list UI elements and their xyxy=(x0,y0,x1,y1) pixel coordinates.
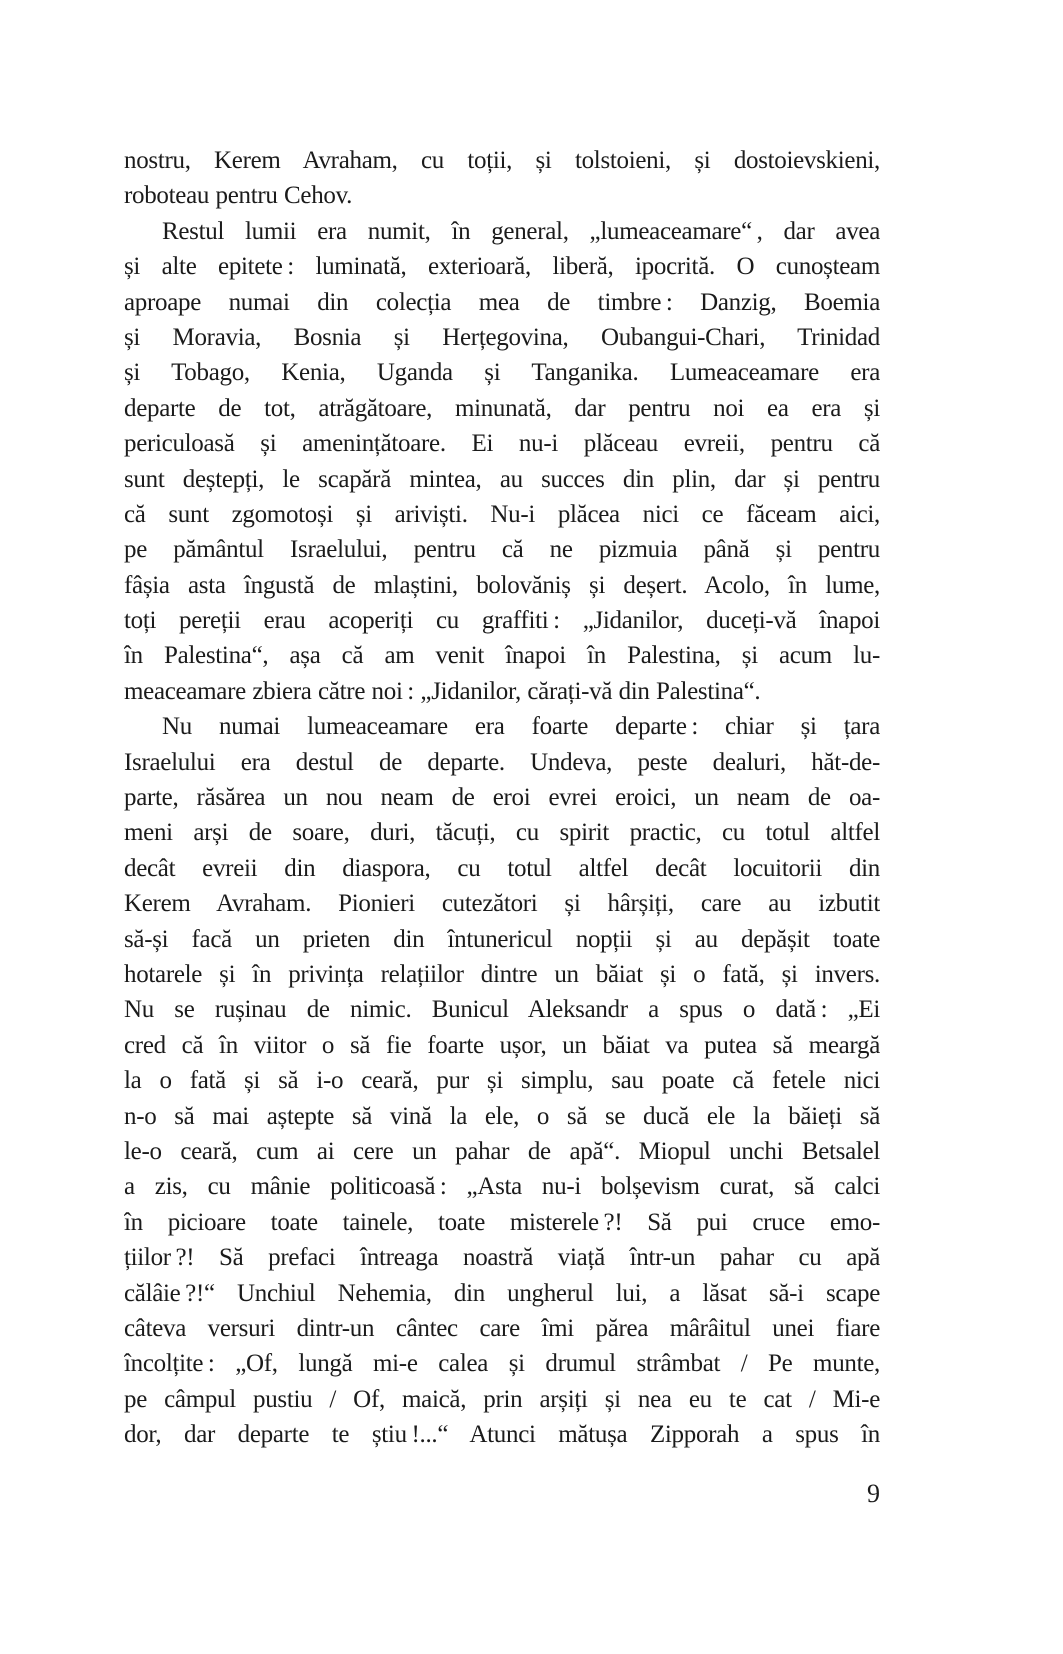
text-line: pe pământul Israelului, pentru că ne pizmuia până și pentru xyxy=(124,536,880,564)
page-number: 9 xyxy=(867,1479,880,1508)
text-line: le-o ceară, cum ai cere un pahar de apă“. Miopul unchi Betsalel xyxy=(124,1137,880,1165)
text-line: Nu numai lumeaceamare era foarte departe : chiar și țara xyxy=(162,713,880,741)
text-line: roboteau pentru Cehov. xyxy=(124,182,353,210)
text-line: în Palestina“, așa că am venit înapoi în Palestina, și acum lu- xyxy=(124,642,880,670)
text-line: periculoasă și amenințătoare. Ei nu-i plăceau evreii, pentru că xyxy=(124,430,880,458)
text-line: Israelului era destul de departe. Undeva, peste dealuri, hăt-de- xyxy=(124,748,880,776)
text-block xyxy=(124,143,880,1452)
text-line: câteva versuri dintr-un cântec care îmi părea mârâitul unei fiare xyxy=(124,1314,880,1342)
text-line: Nu se rușinau de nimic. Bunicul Aleksandr a spus o dată : „Ei xyxy=(124,996,880,1024)
text-line: toți pereții erau acoperiți cu graffiti : „Jidanilor, duceți-vă înapoi xyxy=(124,607,880,635)
text-line: Kerem Avraham. Pionieri cutezători și hârșiți, care au izbutit xyxy=(124,890,880,918)
text-line: sunt deștepți, le scapără mintea, au succes din plin, dar și pentru xyxy=(124,465,880,493)
text-line: încolțite : „Of, lungă mi-e calea și drumul strâmbat / Pe munte, xyxy=(124,1350,880,1378)
text-line: meni arși de soare, duri, tăcuți, cu spirit practic, cu totul altfel xyxy=(124,819,880,847)
text-line: hotarele și în privința relațiilor dintre un băiat și o fată, și invers. xyxy=(124,960,880,988)
text-line: la o fată și să i-o ceară, pur și simplu, sau poate că fetele nici xyxy=(124,1067,880,1095)
text-line: n-o să mai aștepte să vină la ele, o să se ducă ele la băieți să xyxy=(124,1102,880,1130)
text-line: aproape numai din colecția mea de timbre : Danzig, Boemia xyxy=(124,288,880,316)
text-line: pe câmpul pustiu / Of, maică, prin arșiți și nea eu te cat / Mi-e xyxy=(124,1385,880,1413)
text-line: a zis, cu mânie politicoasă : „Asta nu-i bolșevism curat, să calci xyxy=(124,1173,880,1201)
text-line: că sunt zgomotoși și ariviști. Nu-i plăcea nici ce făceam aici, xyxy=(124,500,880,528)
text-line: departe de tot, atrăgătoare, minunată, dar pentru noi ea era și xyxy=(124,394,880,422)
text-line: parte, răsărea un nou neam de eroi evrei eroici, un neam de oa- xyxy=(124,784,880,812)
text-line: Restul lumii era numit, în general, „lumeaceamare“ , dar avea xyxy=(162,217,880,245)
text-line: călâie ?!“ Unchiul Nehemia, din ungherul lui, a lăsat să-i scape xyxy=(124,1279,880,1307)
text-line: meaceamare zbiera către noi : „Jidanilor, cărați-vă din Palestina“. xyxy=(124,677,761,705)
text-line: țiilor ?! Să prefaci întreaga noastră viață într-un pahar cu apă xyxy=(124,1244,880,1272)
text-line: și Tobago, Kenia, Uganda și Tanganika. Lumeaceamare era xyxy=(124,359,880,387)
text-line: cred că în viitor o să fie foarte ușor, un băiat va putea să meargă xyxy=(124,1031,880,1059)
text-line: fâșia asta îngustă de mlaștini, bolovăniș și deșert. Acolo, în lume, xyxy=(124,571,880,599)
text-line: și alte epitete : luminată, exterioară, liberă, ipocrită. O cunoșteam xyxy=(124,253,880,281)
text-line: decât evreii din diaspora, cu totul altfel decât locuitorii din xyxy=(124,854,880,882)
text-line: nostru, Kerem Avraham, cu toții, și tolstoieni, și dostoievskieni, xyxy=(124,147,880,174)
text-line: să-și facă un prieten din întunericul nopții și au depășit toate xyxy=(124,925,880,953)
text-line: și Moravia, Bosnia și Herțegovina, Oubangui-Chari, Trinidad xyxy=(124,323,880,351)
text-line: dor, dar departe te știu !...“ Atunci mătușa Zipporah a spus în xyxy=(124,1421,880,1449)
text-line: în picioare toate tainele, toate misterele ?! Să pui cruce emo- xyxy=(124,1208,880,1236)
